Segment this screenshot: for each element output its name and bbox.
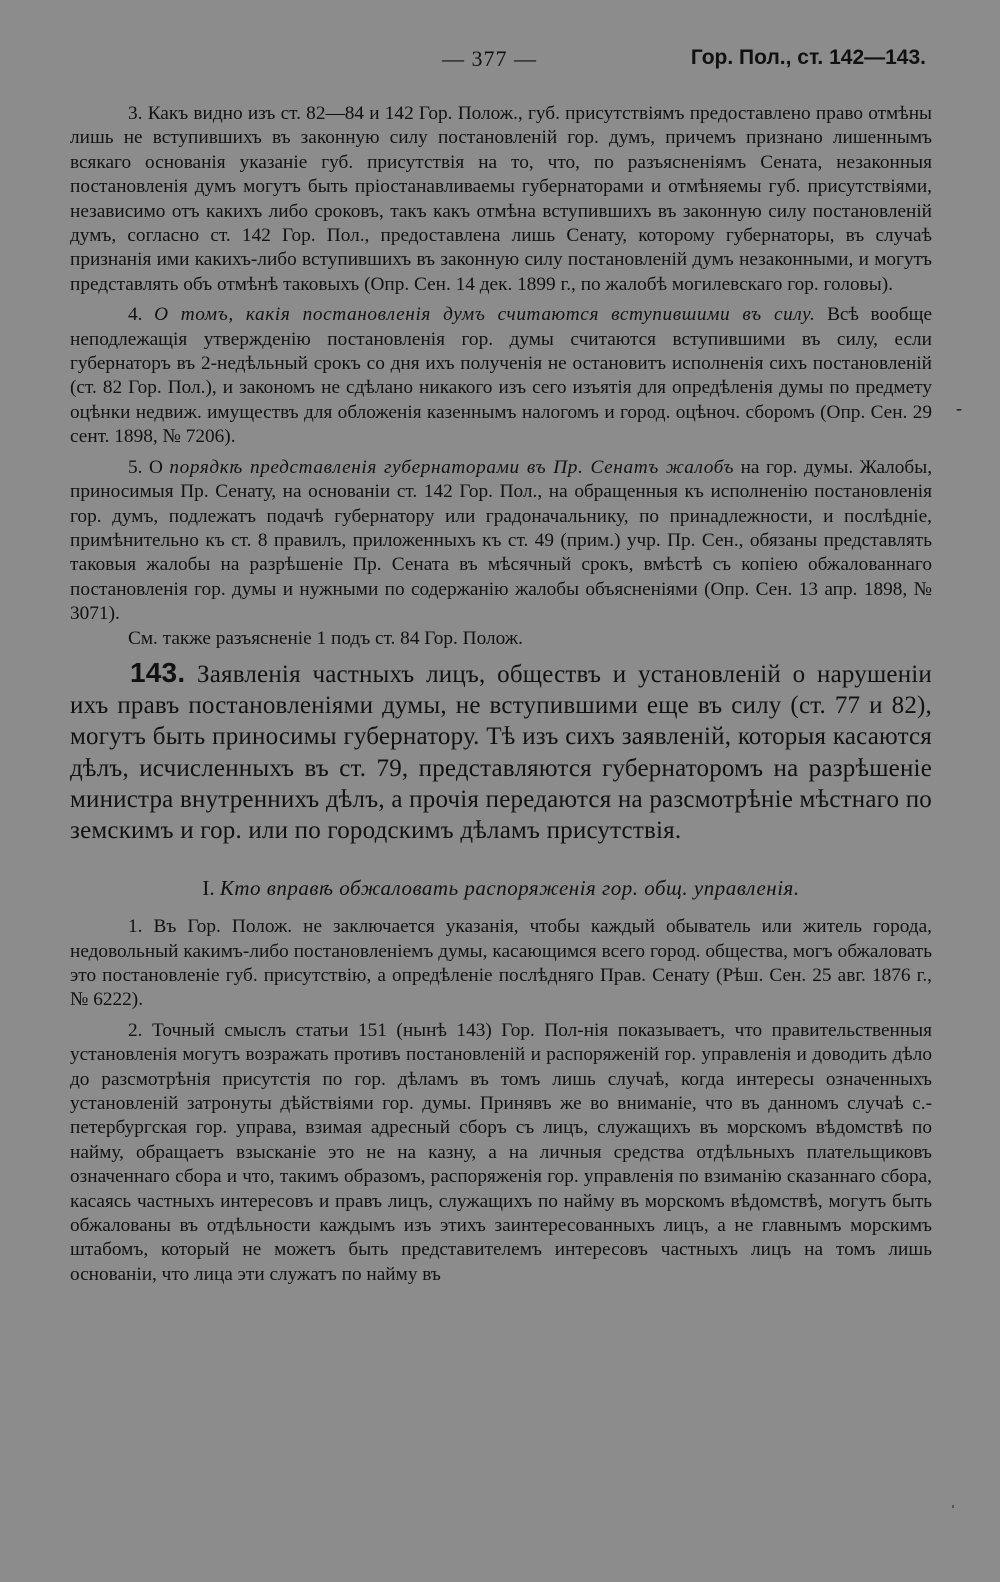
paragraph-text: Всѣ вообще неподлежащія утвержденію постановленія гор. думы считаются вступившими въ силу, если губернаторъ въ 2-недѣльный срокъ со дня ихъ полученія не остановитъ исполненія сихъ постановленій (ст. 82 Гор. Пол.), и закономъ не сдѣлано никакого изъ сего изъятія для опредѣленія думы по предмету оцѣнки недвиж. имуществъ для обложенія казеннымъ налогомъ и город. оцѣноч. сборомъ (Опр. Сен. 29 сент. 1898, № 7206). bbox=[70, 304, 933, 448]
section-number: I. bbox=[202, 876, 215, 901]
paragraph-number: 1. bbox=[128, 916, 143, 938]
margin-dash-mark: - bbox=[956, 398, 962, 418]
page-header bbox=[70, 44, 932, 74]
paragraph-4 bbox=[70, 303, 932, 449]
paragraph-lead: О bbox=[148, 456, 163, 478]
margin-tick-mark: ˌ bbox=[950, 1488, 956, 1508]
paragraph-number: 2. bbox=[128, 1019, 143, 1041]
paragraph-title: порядкѣ представленія губернаторами въ Пр. Сенатъ жалобъ bbox=[169, 456, 735, 478]
paragraph-number: 4. bbox=[128, 304, 143, 326]
section-title: Кто вправѣ обжаловать распоряженія гор. общ. управленія. bbox=[219, 876, 800, 901]
paragraph-text: Въ Гор. Полож. не заключается указанія, чтобы каждый обыватель или житель города, недовольный какимъ-либо постановленіемъ думы, касающимся всего город. общества, могъ обжаловать это постановленіе губ. присутствію, а опредѣленіе послѣдняго Прав. Сенату (Рѣш. Сен. 25 авг. 1876 г., № 6222). bbox=[70, 916, 932, 1011]
paragraph-text: на гор. думы. Жалобы, приносимыя Пр. Сенату, на основаніи ст. 142 Гор. Пол., на обращенныя къ исполненію постановленія гор. думъ, подлежатъ подачѣ губернатору или градоначальнику, по принадлежности, и послѣдніе, примѣнительно къ ст. 8 правилъ, приложенныхъ къ ст. 49 (прим.) учр. Пр. Сен., обязаны представлять таковыя жалобы на разрѣшеніе Пр. Сената въ мѣсячный срокъ, вмѣстѣ съ копіею обжалованнаго постановленія гор. думы и нужными по содержанію жалобы объясненіями (Опр. Сен. 13 апр. 1898, № 3071). bbox=[70, 456, 933, 625]
paragraph-text: Точный смыслъ статьи 151 (нынѣ 143) Гор. Пол-нія показываетъ, что правительственныя установленія могутъ возражать противъ постановленій и распоряженій гор. управленія и доводить дѣло до разсмотрѣнія присутстія по гор. дѣламъ въ томъ лишь случаѣ, когда интересы означенныхъ установленій затронуты дѣйствіями гор. думы. Принявъ же во вниманіе, что въ данномъ случаѣ с.-петербургская гор. управа, взимая адресный сборъ съ лицъ, служащихъ въ морскомъ вѣдомствѣ по найму, обращаетъ взысканіе это не на казну, а на личныя средства отдѣльныхъ плательщиковъ означеннаго сбора и что, такимъ образомъ, распоряженія гор. управленія по взиманію сказаннаго сбора, касаясь частныхъ интересовъ и правъ лицъ, служащихъ по найму въ морскомъ вѣдомствѣ, могутъ быть обжалованы въ отдѣльности каждымъ изъ этихъ заинтересованныхъ лицъ, а не главнымъ морскимъ штабомъ, который не можетъ быть представителемъ интересовъ частныхъ лицъ на томъ лишь основаніи, что лица эти служатъ по найму въ bbox=[70, 1019, 932, 1285]
paragraph-text: Какъ видно изъ ст. 82—84 и 142 Гор. Полож., губ. присутствіямъ предоставлено право отмѣны лишь не вступившихъ въ законную силу постановленій гор. думъ, причемъ признано лишеннымъ всякаго основанія указаніе губ. присутствія на то, что, по разъясненіямъ Сената, незаконныя постановленія думъ могутъ быть пріостанавливаемы губернаторами и отмѣняемы губ. присутствіями, независимо отъ какихъ либо сроковъ, такъ какъ отмѣна вступившихъ въ законную силу постановленій думъ, согласно ст. 142 Гор. Пол., предоставлена лишь Сенату, которому губернаторы, въ случаѣ признанія ими какихъ-либо вступившихъ въ законную силу постановленій думъ незаконными, и могутъ представлять объ отмѣнѣ таковыхъ (Опр. Сен. 14 дек. 1899 г., по жалобѣ могилевскаго гор. головы). bbox=[70, 103, 932, 295]
article-number: 143. bbox=[130, 656, 186, 688]
paragraph-3 bbox=[70, 102, 932, 297]
section-paragraph-2 bbox=[70, 1019, 932, 1287]
paragraph-number: 3. bbox=[128, 103, 143, 124]
article-text: Заявленія частныхъ лицъ, обществъ и установленій о нарушеніи ихъ правъ постановленіями думы, не вступившими еще въ силу (ст. 77 и 82), могутъ быть приносимы губернатору. Тѣ изъ сихъ заявленій, которыя касаются дѣлъ, исчисленныхъ въ ст. 79, представляются губернаторомъ на разрѣшеніе министра внутреннихъ дѣлъ, а прочія передаются на разсмотрѣніе мѣстнаго по земскимъ и гор. или по городскимъ дѣламъ присутствія. bbox=[70, 660, 932, 844]
paragraph-number: 5. bbox=[128, 456, 143, 478]
paragraph-title: О томъ, какія постановленія думъ считаются вступившими въ силу. bbox=[154, 304, 816, 326]
see-also-note bbox=[70, 627, 932, 651]
section-paragraph-1 bbox=[70, 915, 932, 1013]
running-head: Гор. Пол., ст. 142—143. bbox=[690, 46, 926, 69]
see-also-text: См. также разъясненіе 1 подъ ст. 84 Гор. Полож. bbox=[128, 627, 523, 649]
article-143 bbox=[70, 657, 932, 846]
paragraph-5 bbox=[70, 456, 932, 627]
page-number: — 377 — bbox=[442, 46, 537, 71]
section-heading bbox=[70, 876, 932, 901]
